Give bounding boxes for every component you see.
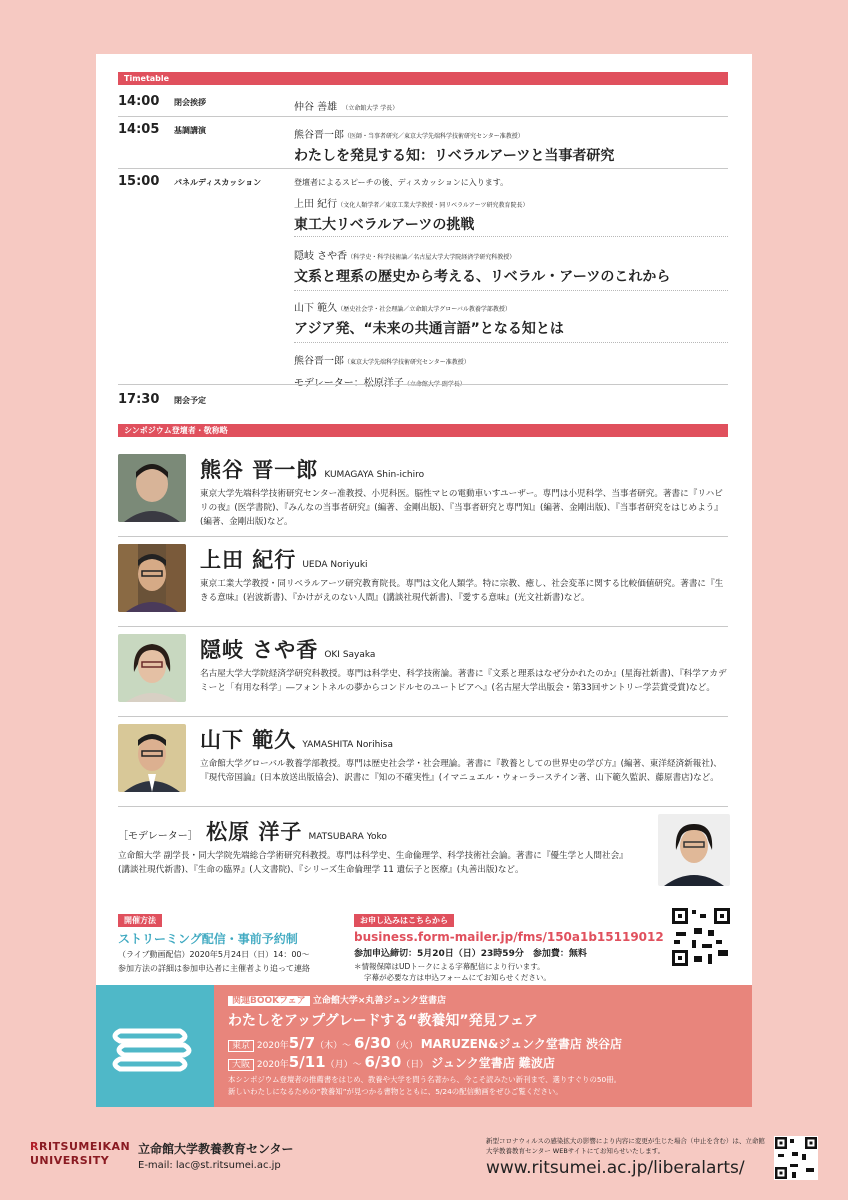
footer-qr-code-icon[interactable] bbox=[774, 1136, 818, 1180]
speaker-bio: 東京工業大学教授・同リベラルアーツ研究教育院長。専門は文化人類学。特に宗教、癒し、社会変革に関する比較価値研究。著書に『生きる意味』(岩波新書)、『かけがえのない人間』(講談社現代新書)、『愛する意味』(光文社新書)など。 bbox=[200, 579, 724, 603]
apply-note2: 字幕が必要な方は申込フォームにてお知らせください。 bbox=[364, 973, 551, 982]
speaker-roman: OKI Sayaka bbox=[324, 650, 376, 660]
divider bbox=[294, 342, 728, 343]
apply-block bbox=[354, 908, 664, 983]
method-line1: （ライブ動画配信）2020年5月24日（日）14：00～ bbox=[118, 950, 310, 959]
tokyo-year: 2020年 bbox=[256, 1041, 289, 1051]
speaker-bio: 東京大学先端科学技術研究センター准教授、小児科医。脳性マヒの電動車いすユーザー。専門は小児科学、当事者研究。著書に『リハビリの夜』(医学書院)、『みんなの当事者研究』(編著、金剛出版)、『当事者研究と専門知』(編著、金剛出版)、『当事者研究をはじめよう』(編著、金剛出版)など。 bbox=[200, 489, 723, 527]
apply-deadline: 参加申込締切：5月20日（日）23時59分 bbox=[354, 949, 524, 959]
speaker-name: 隠岐 さや香 bbox=[200, 638, 319, 662]
osaka-city: 大阪 bbox=[228, 1059, 254, 1071]
footer-url[interactable]: www.ritsumei.ac.jp/liberalarts/ bbox=[486, 1158, 745, 1178]
osaka-end: 6/30 bbox=[364, 1053, 402, 1071]
panel-note: 登壇者によるスピーチの後、ディスカッションに入ります。 bbox=[294, 178, 509, 187]
apply-url[interactable]: business.form-mailer.jp/fms/150a1b15119012 bbox=[354, 930, 664, 944]
speaker-name: 仲谷 善雄 bbox=[294, 102, 338, 113]
divider bbox=[118, 626, 728, 627]
fair-desc2: 新しいわたしになるための“教養知”が見つかる書物とともに、5/24の配信動画をぜひご覧ください。 bbox=[228, 1087, 563, 1096]
logo-line1: RITSUMEIKAN bbox=[38, 1140, 131, 1153]
qr-code-icon[interactable] bbox=[670, 906, 732, 968]
speaker-name: 熊谷 晋一郎 bbox=[200, 458, 319, 482]
footer-center: 立命館大学教養教育センター bbox=[138, 1142, 294, 1156]
university-logo: RRITSUMEIKAN UNIVERSITY bbox=[30, 1140, 131, 1167]
method-label: 開催方法 bbox=[118, 914, 162, 927]
moderator-affil: （立命館大学 副学長） bbox=[403, 381, 466, 388]
tokyo-start-day: （木） bbox=[315, 1041, 343, 1051]
osaka-store: ジュンク堂書店 難波店 bbox=[431, 1056, 555, 1070]
speaker-roman: YAMASHITA Norihisa bbox=[302, 740, 393, 750]
divider bbox=[294, 236, 728, 237]
divider bbox=[118, 116, 728, 117]
divider bbox=[118, 536, 728, 537]
osaka-start: 5/11 bbox=[288, 1053, 326, 1071]
speaker-bio: 名古屋大学大学院経済学研究科教授。専門は科学史、科学技術論。著書に『文系と理系はなぜ分かれたのか』(星海社新書)、『科学アカデミーと「有用な科学」―フォントネルの夢からコンドルセのユートピアへ』(名古屋大学出版会・第33回サントリー学芸賞受賞)など。 bbox=[200, 669, 727, 693]
book-fair-panel bbox=[96, 985, 752, 1107]
apply-note1: ＊情報保障はUDトークによる字幕配信により行います。 bbox=[354, 962, 545, 971]
speaker-profile bbox=[200, 724, 730, 785]
method-block bbox=[118, 908, 358, 974]
tokyo-city: 東京 bbox=[228, 1040, 254, 1052]
moderator-label: モデレーター：松原洋子 bbox=[294, 378, 404, 389]
speaker-affil: （東京大学先端科学技術研究センター准教授） bbox=[344, 359, 470, 366]
talk-title: 文系と理系の歴史から考える、リベラル・アーツのこれから bbox=[294, 269, 671, 285]
session: 閉会挨拶 bbox=[174, 98, 206, 107]
divider bbox=[118, 384, 728, 385]
moderator-bio: 立命館大学 副学長・同大学院先端総合学術研究科教授。専門は科学史、生命倫理学、科学技術社会論。著書に『優生学と人間社会』(講談社現代新書)、『生命の臨界』(人文書院)、『シリーズ生命倫理学 11 遺伝子と医療』(丸善出版)など。 bbox=[118, 851, 628, 875]
osaka-start-day: （月） bbox=[325, 1060, 353, 1070]
divider bbox=[118, 716, 728, 717]
speaker-affil: （医師・当事者研究／東京大学先端科学技術研究センター准教授） bbox=[344, 133, 524, 140]
time: 14:05 bbox=[118, 122, 160, 137]
speaker-roman: KUMAGAYA Shin-ichiro bbox=[324, 470, 425, 480]
session: パネルディスカッション bbox=[174, 178, 262, 187]
tokyo-end: 6/30 bbox=[354, 1034, 391, 1052]
speaker-affil: （立命館大学 学長） bbox=[342, 105, 399, 112]
flyer-sheet bbox=[96, 54, 752, 1080]
apply-fee: 参加費：無料 bbox=[532, 949, 587, 959]
speaker-affil: （歴史社会学・社会理論／立命館大学グローバル教養学部教授） bbox=[337, 306, 511, 313]
speaker-affil: （文化人類学者／東京工業大学教授・同リベラルアーツ研究教育院長） bbox=[337, 202, 529, 209]
divider bbox=[118, 168, 728, 169]
method-title: ストリーミング配信・事前予約制 bbox=[118, 932, 298, 946]
speaker-profile bbox=[200, 544, 730, 605]
session: 閉会予定 bbox=[174, 396, 206, 405]
speaker-photo bbox=[118, 544, 186, 612]
tokyo-start: 5/7 bbox=[288, 1034, 316, 1052]
method-line2: 参加方法の詳細は参加申込者に主催者より追って連絡 bbox=[118, 964, 310, 973]
speaker-name: 上田 紀行 bbox=[200, 548, 297, 572]
speaker-name: 山下 範久 bbox=[294, 303, 338, 314]
tokyo-end-day: （火） bbox=[390, 1041, 418, 1051]
fair-osaka: 大阪 2020年5/11（月）～ 6/30（日） ジュンク堂書店 難波店 bbox=[228, 1053, 738, 1071]
speaker-roman: UEDA Noriyuki bbox=[302, 560, 368, 570]
timetable-header: Timetable bbox=[118, 72, 728, 85]
speaker-photo bbox=[118, 724, 186, 792]
moderator-name: 松原 洋子 bbox=[206, 820, 303, 844]
talk-title: アジア発、“未来の共通言語”となる知とは bbox=[294, 321, 564, 337]
osaka-end-day: （日） bbox=[401, 1060, 429, 1070]
speaker-name: 山下 範久 bbox=[200, 728, 297, 752]
talk-title: 東工大リベラルアーツの挑戦 bbox=[294, 217, 475, 233]
time: 17:30 bbox=[118, 392, 160, 407]
fair-tag: 関連BOOKフェア bbox=[228, 996, 310, 1006]
moderator-profile bbox=[118, 816, 648, 877]
moderator-photo bbox=[658, 814, 730, 886]
speaker-bio: 立命館大学グローバル教養学部教授。専門は歴史社会学・社会理論。著書に『教養としての世界史の学び方』(編著、東洋経済新報社)、『現代帝国論』(日本放送出版協会)、訳書に『知の不確実性』(イマニュエル・ウォーラーステイン著、山下範久監訳、藤原書店)など。 bbox=[200, 759, 722, 783]
speaker-affil: （科学史・科学技術論／名古屋大学大学院経済学研究科教授） bbox=[347, 254, 516, 261]
apply-label: お申し込みはこちらから bbox=[354, 914, 454, 927]
fair-tokyo: 東京 2020年5/7（木）～ 6/30（火） MARUZEN&ジュンク堂書店 渋谷店 bbox=[228, 1034, 738, 1052]
speakers-header: シンポジウム登壇者・敬称略 bbox=[118, 424, 728, 437]
speaker-name: 熊谷晋一郎 bbox=[294, 130, 344, 141]
speaker-name: 熊谷晋一郎 bbox=[294, 356, 344, 367]
fair-org: 立命館大学×丸善ジュンク堂書店 bbox=[312, 996, 447, 1006]
moderator-roman: MATSUBARA Yoko bbox=[308, 832, 387, 842]
time: 15:00 bbox=[118, 174, 160, 189]
speaker-name: 上田 紀行 bbox=[294, 199, 338, 210]
footer-email[interactable]: E-mail: lac@st.ritsumei.ac.jp bbox=[138, 1160, 281, 1171]
speaker-name: 隠岐 さや香 bbox=[294, 251, 348, 262]
logo-line2: UNIVERSITY bbox=[30, 1154, 110, 1167]
footer-notice: 新型コロナウィルスの感染拡大の影響により内容に変更が生じた場合（中止を含む）は、立命館大学教養教育センター WEBサイトにてお知らせいたします。 bbox=[486, 1137, 765, 1155]
session: 基調講演 bbox=[174, 126, 206, 135]
divider bbox=[118, 806, 728, 807]
books-icon-box bbox=[96, 985, 214, 1107]
tokyo-store: MARUZEN&ジュンク堂書店 渋谷店 bbox=[420, 1037, 623, 1051]
fair-title: わたしをアップグレードする“教養知”発見フェア bbox=[228, 1013, 538, 1029]
fair-desc1: 本シンポジウム登壇者の推薦書をはじめ、教養や大学を問う名著から、今こそ読みたい新刊まで、選りすぐりの50冊。 bbox=[228, 1075, 622, 1084]
footer bbox=[28, 1136, 820, 1192]
speaker-photo bbox=[118, 634, 186, 702]
speaker-profile bbox=[200, 634, 730, 695]
books-icon bbox=[96, 985, 214, 1107]
time: 14:00 bbox=[118, 94, 160, 109]
talk-title: わたしを発見する知：リベラルアーツと当事者研究 bbox=[294, 148, 615, 164]
divider bbox=[294, 290, 728, 291]
speaker-photo bbox=[118, 454, 186, 522]
speaker-profile bbox=[200, 454, 730, 529]
moderator-prefix: ［モデレーター］ bbox=[118, 831, 198, 842]
osaka-year: 2020年 bbox=[256, 1060, 289, 1070]
